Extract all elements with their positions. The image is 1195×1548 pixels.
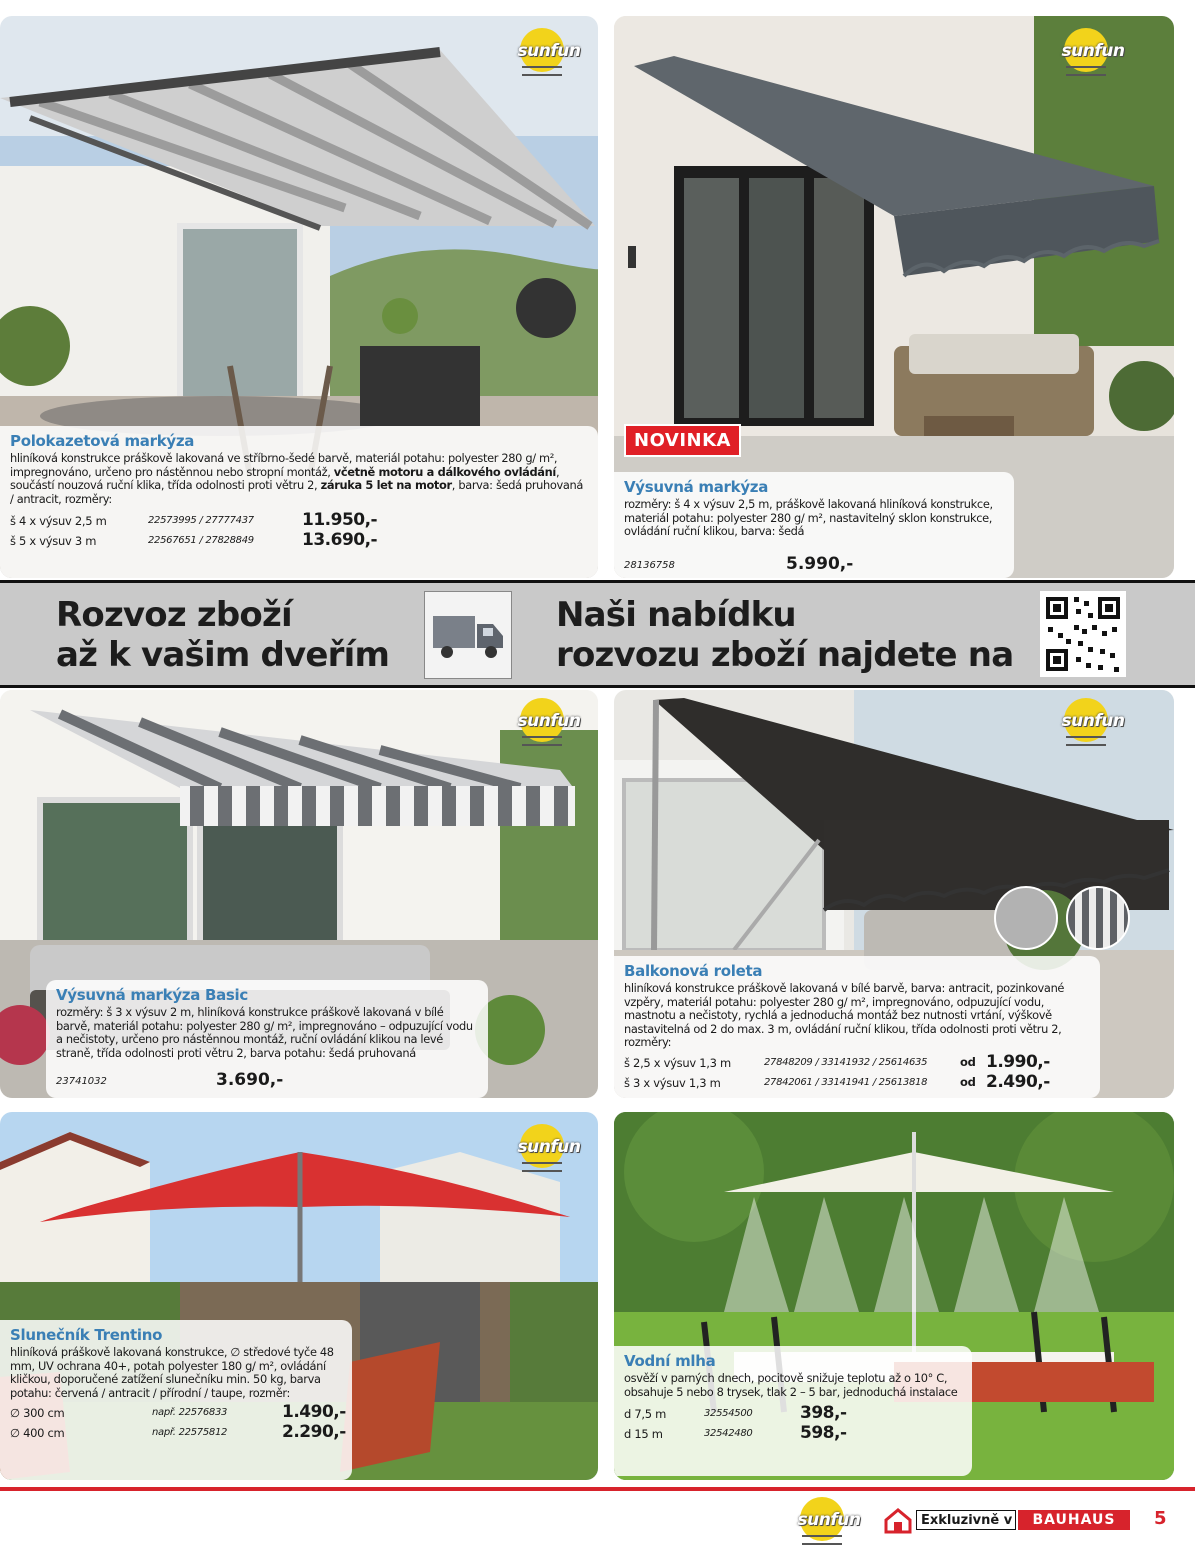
product-info [0, 1320, 352, 1480]
product-description: hliníková práškově lakovaná konstrukce, ∅ středové tyče 48 mm, UV ochrana 40+, potah polyester 180 g/ m², ovládání kličkou, doporučené zatížení slunečníku min. 50 kg, barva potahu: červená / antracit / přírodní / taupe, rozměr: [10, 1345, 334, 1400]
sunfun-logo: sunfun [512, 698, 582, 742]
product-card-polokazetova[interactable] [0, 16, 598, 578]
product-title: Slunečník Trentino [10, 1326, 163, 1344]
product-description: rozměry: š 3 x výsuv 2 m, hliníková konstrukce práškově lakovaná v bílé barvě, materiál potahu: polyester 280 g/ m², impregnováno – odpuzující vodu a nečistoty, určeno pro nástěnnou montáž, ruční ovládání klikou na levé straně, třída odolnosti proti větru 2, barva potahu: šedá pruhovaná [56, 1005, 473, 1060]
product-description: hliníková konstrukce práškově lakovaná v bílé barvě, barva: antracit, pozinkované vzpěry, materiál potahu: polyester 280 g/ m², impregnováno, odpuzující vodu, mastnotu a nečistoty, rychlá a jednoduchá montáž bez nutnosti vrtání, výškově nastavitelná od 2 do max. 3 m, ovládání ruční klikou, třída odolnosti proti větru 2, rozměry: [624, 981, 1065, 1049]
sunfun-logo: sunfun [512, 28, 582, 72]
price-row: š 4 x výsuv 2,5 m 22573995 / 27777437 11.950,- [10, 510, 378, 530]
product-info [46, 980, 488, 1098]
product-code: 23741032 [56, 1076, 107, 1087]
swatch-antracit [516, 278, 576, 338]
price-row: š 3 x výsuv 1,3 m 27842061 / 33141941 / 25613818 od 2.490,- [624, 1071, 1050, 1092]
sunfun-logo: sunfun [1056, 698, 1126, 742]
product-title: Polokazetová markýza [10, 432, 195, 450]
price: 5.990,- [786, 554, 854, 574]
footer-sunfun-logo: sunfun [792, 1497, 862, 1541]
sunfun-logo: sunfun [512, 1124, 582, 1168]
price: 2.290,- [282, 1422, 346, 1442]
product-description: rozměry: š 4 x výsuv 2,5 m, práškově lakovaná hliníková konstrukce, materiál potahu: polyester 280 g/ m², nastavitelný sklon konstrukce, ovládání ruční klikou, barva: šedá [624, 497, 993, 538]
product-description: hliníková konstrukce práškově lakovaná ve stříbrno-šedé barvě, materiál potahu: polyester 280 g/ m², impregnováno, určeno pro nástěnnou nebo stropní montáž, včetně motoru a dálkového ovládání, součástí nouzová ruční klika, třída odolnosti proti větru 2, záruka 5 let na motor, barva: šedá pruhovaná / antracit, rozměry: [10, 451, 584, 506]
price: 2.490,- [986, 1071, 1050, 1092]
product-card-basic[interactable] [0, 690, 598, 1098]
price-row: š 2,5 x výsuv 1,3 m 27848209 / 33141932 / 25614635 od 1.990,- [624, 1051, 1050, 1072]
qr-code[interactable] [1040, 591, 1126, 677]
swatch-striped [1066, 886, 1130, 950]
truck-icon [424, 591, 512, 679]
product-code: 28136758 [624, 560, 675, 571]
price: 1.490,- [282, 1402, 346, 1422]
product-title: Balkonová roleta [624, 962, 763, 980]
page-number: 5 [1154, 1508, 1167, 1529]
price-row: d 15 m 32542480 598,- [624, 1423, 847, 1443]
footer-divider [0, 1487, 1195, 1491]
price: 1.990,- [986, 1051, 1050, 1072]
product-title: Vodní mlha [624, 1352, 716, 1370]
product-card-vodni-mlha[interactable] [614, 1112, 1174, 1480]
sunfun-logo: sunfun [1056, 28, 1126, 72]
price: 398,- [800, 1403, 847, 1423]
banner-left-text: Rozvoz zboží až k vašim dveřím [56, 595, 390, 675]
banner-right-text: Naši nabídku rozvozu zboží najdete na [556, 595, 1014, 675]
product-card-trentino[interactable] [0, 1112, 598, 1480]
product-info [0, 426, 598, 578]
product-description: osvěží v parných dnech, pocitově snižuje teplotu až o 10° C, obsahuje 5 nebo 8 trysek, tlak 2 – 5 bar, jednoduchá instalace [624, 1371, 958, 1399]
price-row: d 7,5 m 32554500 398,- [624, 1403, 847, 1423]
novinka-badge: NOVINKA [624, 424, 741, 457]
product-info [614, 472, 1014, 578]
price-row: ∅ 300 cm např. 22576833 1.490,- [10, 1402, 346, 1422]
price: 598,- [800, 1423, 847, 1443]
bauhaus-house-icon [884, 1508, 912, 1534]
product-title: Výsuvná markýza [624, 478, 769, 496]
price: 11.950,- [302, 510, 378, 530]
product-card-balkonova[interactable] [614, 690, 1174, 1098]
price: 3.690,- [216, 1070, 284, 1090]
swatch-grey [994, 886, 1058, 950]
product-info [614, 1346, 972, 1476]
product-info [614, 956, 1100, 1098]
product-title: Výsuvná markýza Basic [56, 986, 248, 1004]
price: 13.690,- [302, 530, 378, 550]
bauhaus-logo: BAUHAUS [1018, 1510, 1130, 1530]
exclusive-label: Exkluzivně v [916, 1510, 1016, 1530]
delivery-banner [0, 580, 1195, 688]
product-card-vysuvna[interactable] [614, 16, 1174, 578]
price-row: š 5 x výsuv 3 m 22567651 / 27828849 13.690,- [10, 530, 378, 550]
price-row: ∅ 400 cm např. 22575812 2.290,- [10, 1422, 346, 1442]
